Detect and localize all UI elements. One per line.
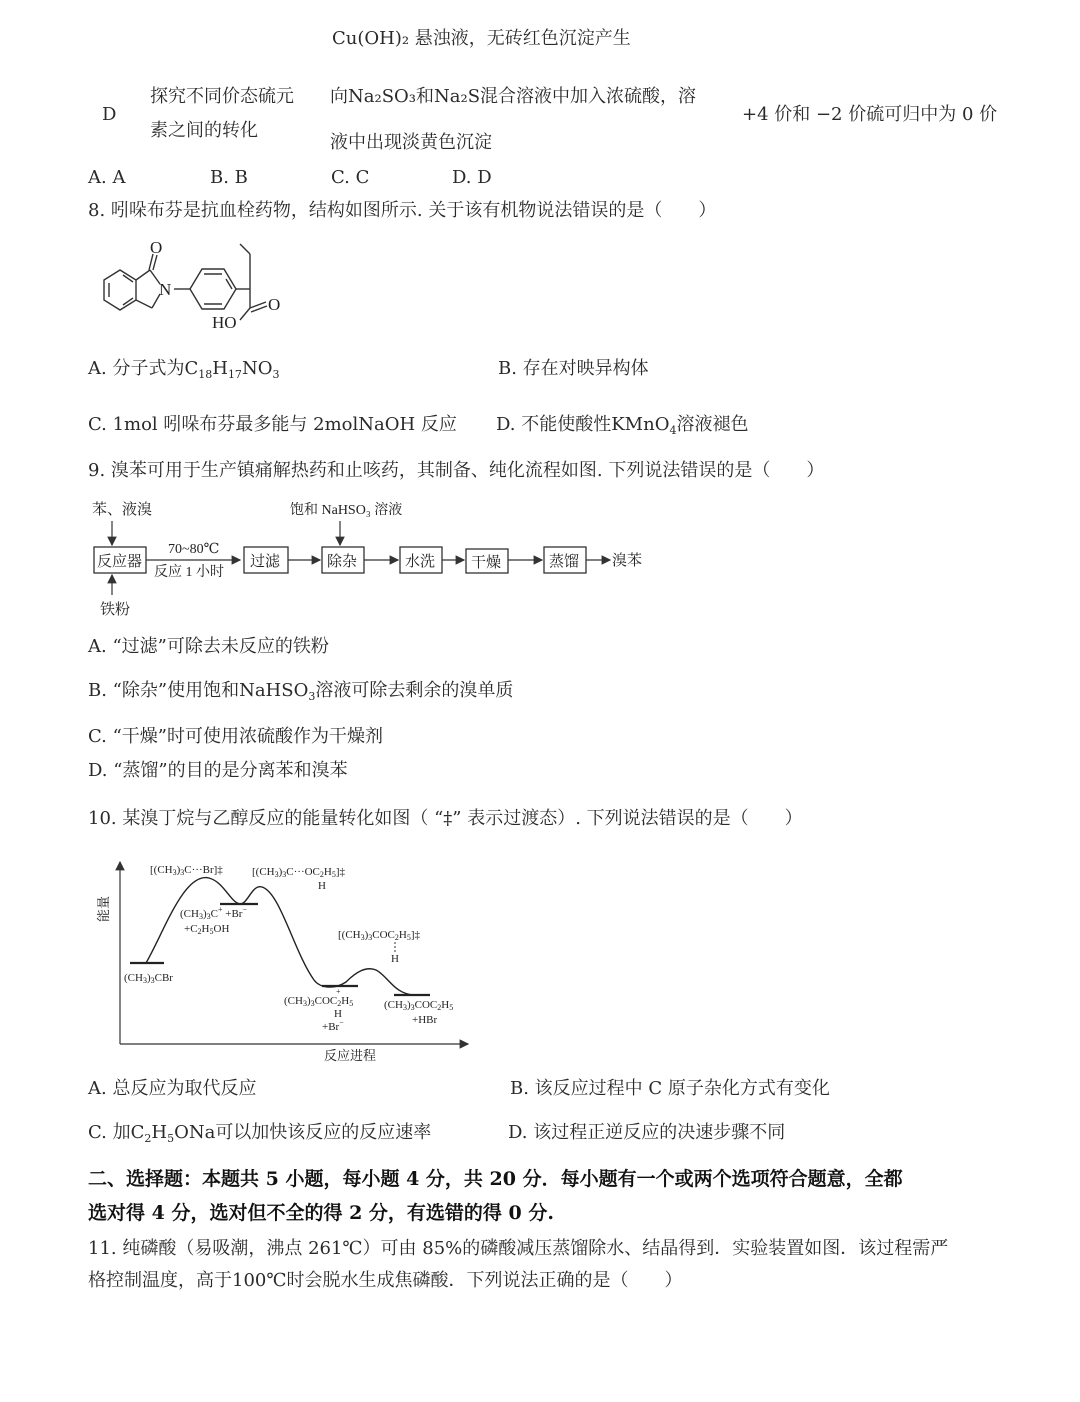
svg-text:(CH3)3COC2H5: (CH3)3COC2H5: [384, 999, 454, 1012]
svg-text:(CH3)3C+ +Br−: (CH3)3C+ +Br−: [180, 905, 247, 921]
q7-option-c[interactable]: C. C: [331, 167, 370, 188]
q8-option-a[interactable]: A. 分子式为$C_{18}H_{17}NO_3$: [88, 358, 280, 381]
formula-c2h5ona: $C_2H_5ONa$: [130, 1122, 216, 1145]
q9-option-a[interactable]: A. “过滤”可除去未反应的铁粉: [88, 636, 329, 657]
q10-option-d[interactable]: D. 该过程正逆反应的决速步骤不同: [508, 1122, 786, 1143]
formula-c18h17no3: $C_{18}H_{17}NO_3$: [184, 358, 280, 381]
svg-text:除杂: 除杂: [327, 554, 358, 570]
q10-option-b[interactable]: B. 该反应过程中 C 原子杂化方式有变化: [510, 1078, 830, 1099]
energy-profile-diagram: [84, 842, 484, 1072]
flow-condition-temp: 70~80℃: [168, 542, 220, 557]
svg-text:+HBr: +HBr: [412, 1014, 438, 1026]
structure-o-right: O: [268, 295, 281, 314]
svg-text:干燥: 干燥: [471, 555, 502, 571]
q9-option-b[interactable]: B. “除杂”使用饱和NaHSO$_3$溶液可除去剩余的溴单质: [88, 680, 514, 703]
q9-option-d[interactable]: D. “蒸馏”的目的是分离苯和溴苯: [88, 760, 348, 781]
q10-stem: 10. 某溴丁烷与乙醇反应的能量转化如图（ “‡” 表示过渡态）. 下列说法错误的是（ ）: [88, 808, 803, 829]
section2-heading-line1: 二、选择题：本题共 5 小题，每小题 4 分，共 20 分．每小题有一个或两个选项符合题意，全都: [88, 1168, 903, 1190]
structure-ho: HO: [212, 313, 237, 332]
q8-stem: 8. 吲哚布芬是抗血栓药物，结构如图所示. 关于该有机物说法错误的是（ ）: [88, 200, 717, 221]
q10-option-c[interactable]: C. 加$C_2H_5ONa$可以加快该反应的反应速率: [88, 1122, 432, 1145]
flow-condition-time: 反应 1 小时: [154, 565, 224, 580]
q10-option-a[interactable]: A. 总反应为取代反应: [88, 1078, 257, 1099]
q9-stem: 9. 溴苯可用于生产镇痛解热药和止咳药，其制备、纯化流程如图. 下列说法错误的是（ ）: [88, 460, 825, 481]
svg-text:[(CH3)3C···Br]‡: [(CH3)3C···Br]‡: [150, 864, 223, 877]
svg-text:(CH3)3CBr: (CH3)3CBr: [124, 972, 173, 985]
q11-stem-line2: 格控制温度，高于100℃时会脱水生成焦磷酸．下列说法正确的是（ ）: [88, 1270, 683, 1291]
q7-row-d-purpose-2: 素之间的转化: [150, 120, 258, 141]
flow-input-top: 苯、液溴: [92, 502, 153, 518]
svg-text:(CH3)3COC2H5: (CH3)3COC2H5: [284, 995, 354, 1008]
q7-option-d[interactable]: D. D: [452, 167, 492, 188]
bromobenzene-flowchart: [90, 495, 670, 625]
indobufen-structure: [90, 232, 290, 342]
structure-o-top: O: [150, 238, 163, 257]
q8-option-d[interactable]: D. 不能使酸性KMnO$_4$溶液褪色: [496, 414, 749, 437]
svg-text:H: H: [391, 953, 399, 965]
q7-row-d-label: D: [102, 104, 117, 125]
q7-row-d-operation-2: 液中出现淡黄色沉淀: [330, 132, 492, 153]
x-axis-label: 反应进程: [324, 1048, 377, 1063]
svg-text:蒸馏: 蒸馏: [549, 554, 580, 570]
q7-option-a[interactable]: A. A: [88, 167, 126, 188]
q7-row-d-conclusion: +4 价和 −2 价硫可归中为 0 价: [742, 104, 998, 125]
q7-row-c-continuation: [332, 28, 631, 50]
svg-text:H: H: [334, 1008, 342, 1020]
q7-row-d-operation-1: 向Na₂SO₃和Na₂S混合溶液中加入浓硫酸，溶: [330, 86, 697, 107]
q11-stem-line1: 11. 纯磷酸（易吸潮，沸点 261℃）可由 85%的磷酸减压蒸馏除水、结晶得到．实验装置如图．该过程需严: [88, 1238, 949, 1259]
section2-heading-line2: 选对得 4 分，选对但不全的得 2 分，有选错的得 0 分.: [88, 1202, 554, 1224]
svg-text:反应器: 反应器: [97, 554, 143, 570]
q9-option-c[interactable]: C. “干燥”时可使用浓硫酸作为干燥剂: [88, 726, 383, 747]
y-axis-label: 能量: [96, 895, 111, 922]
flow-product: 溴苯: [612, 553, 643, 569]
formula-nahso3: NaHSO$_3$: [239, 680, 316, 703]
q7-row-c-text: Cu(OH)₂ 悬浊液，无砖红色沉淀产生: [332, 28, 631, 49]
svg-text:+C2H5OH: +C2H5OH: [184, 923, 230, 936]
q8-option-c[interactable]: C. 1mol 吲哚布芬最多能与 2molNaOH 反应: [88, 414, 457, 435]
svg-text:+: +: [336, 987, 341, 996]
svg-text:过滤: 过滤: [250, 554, 281, 570]
svg-text:水洗: 水洗: [405, 554, 436, 570]
flow-reagent: 饱和 NaHSO₃ 溶液: [290, 503, 403, 518]
flow-input-bottom: 铁粉: [100, 602, 131, 618]
svg-text:H: H: [318, 880, 326, 892]
svg-text:[(CH3)3COC2H5]‡: [(CH3)3COC2H5]‡: [338, 929, 421, 942]
svg-text:+Br−: +Br−: [322, 1018, 344, 1033]
formula-kmno4: KMnO$_4$: [611, 414, 677, 437]
q7-option-b[interactable]: B. B: [210, 167, 248, 188]
q8-option-b[interactable]: B. 存在对映异构体: [498, 358, 649, 379]
svg-text:[(CH3)3C···OC2H5]‡: [(CH3)3C···OC2H5]‡: [252, 866, 346, 879]
structure-n: N: [159, 280, 172, 299]
q7-row-d-purpose-1: 探究不同价态硫元: [150, 86, 294, 107]
